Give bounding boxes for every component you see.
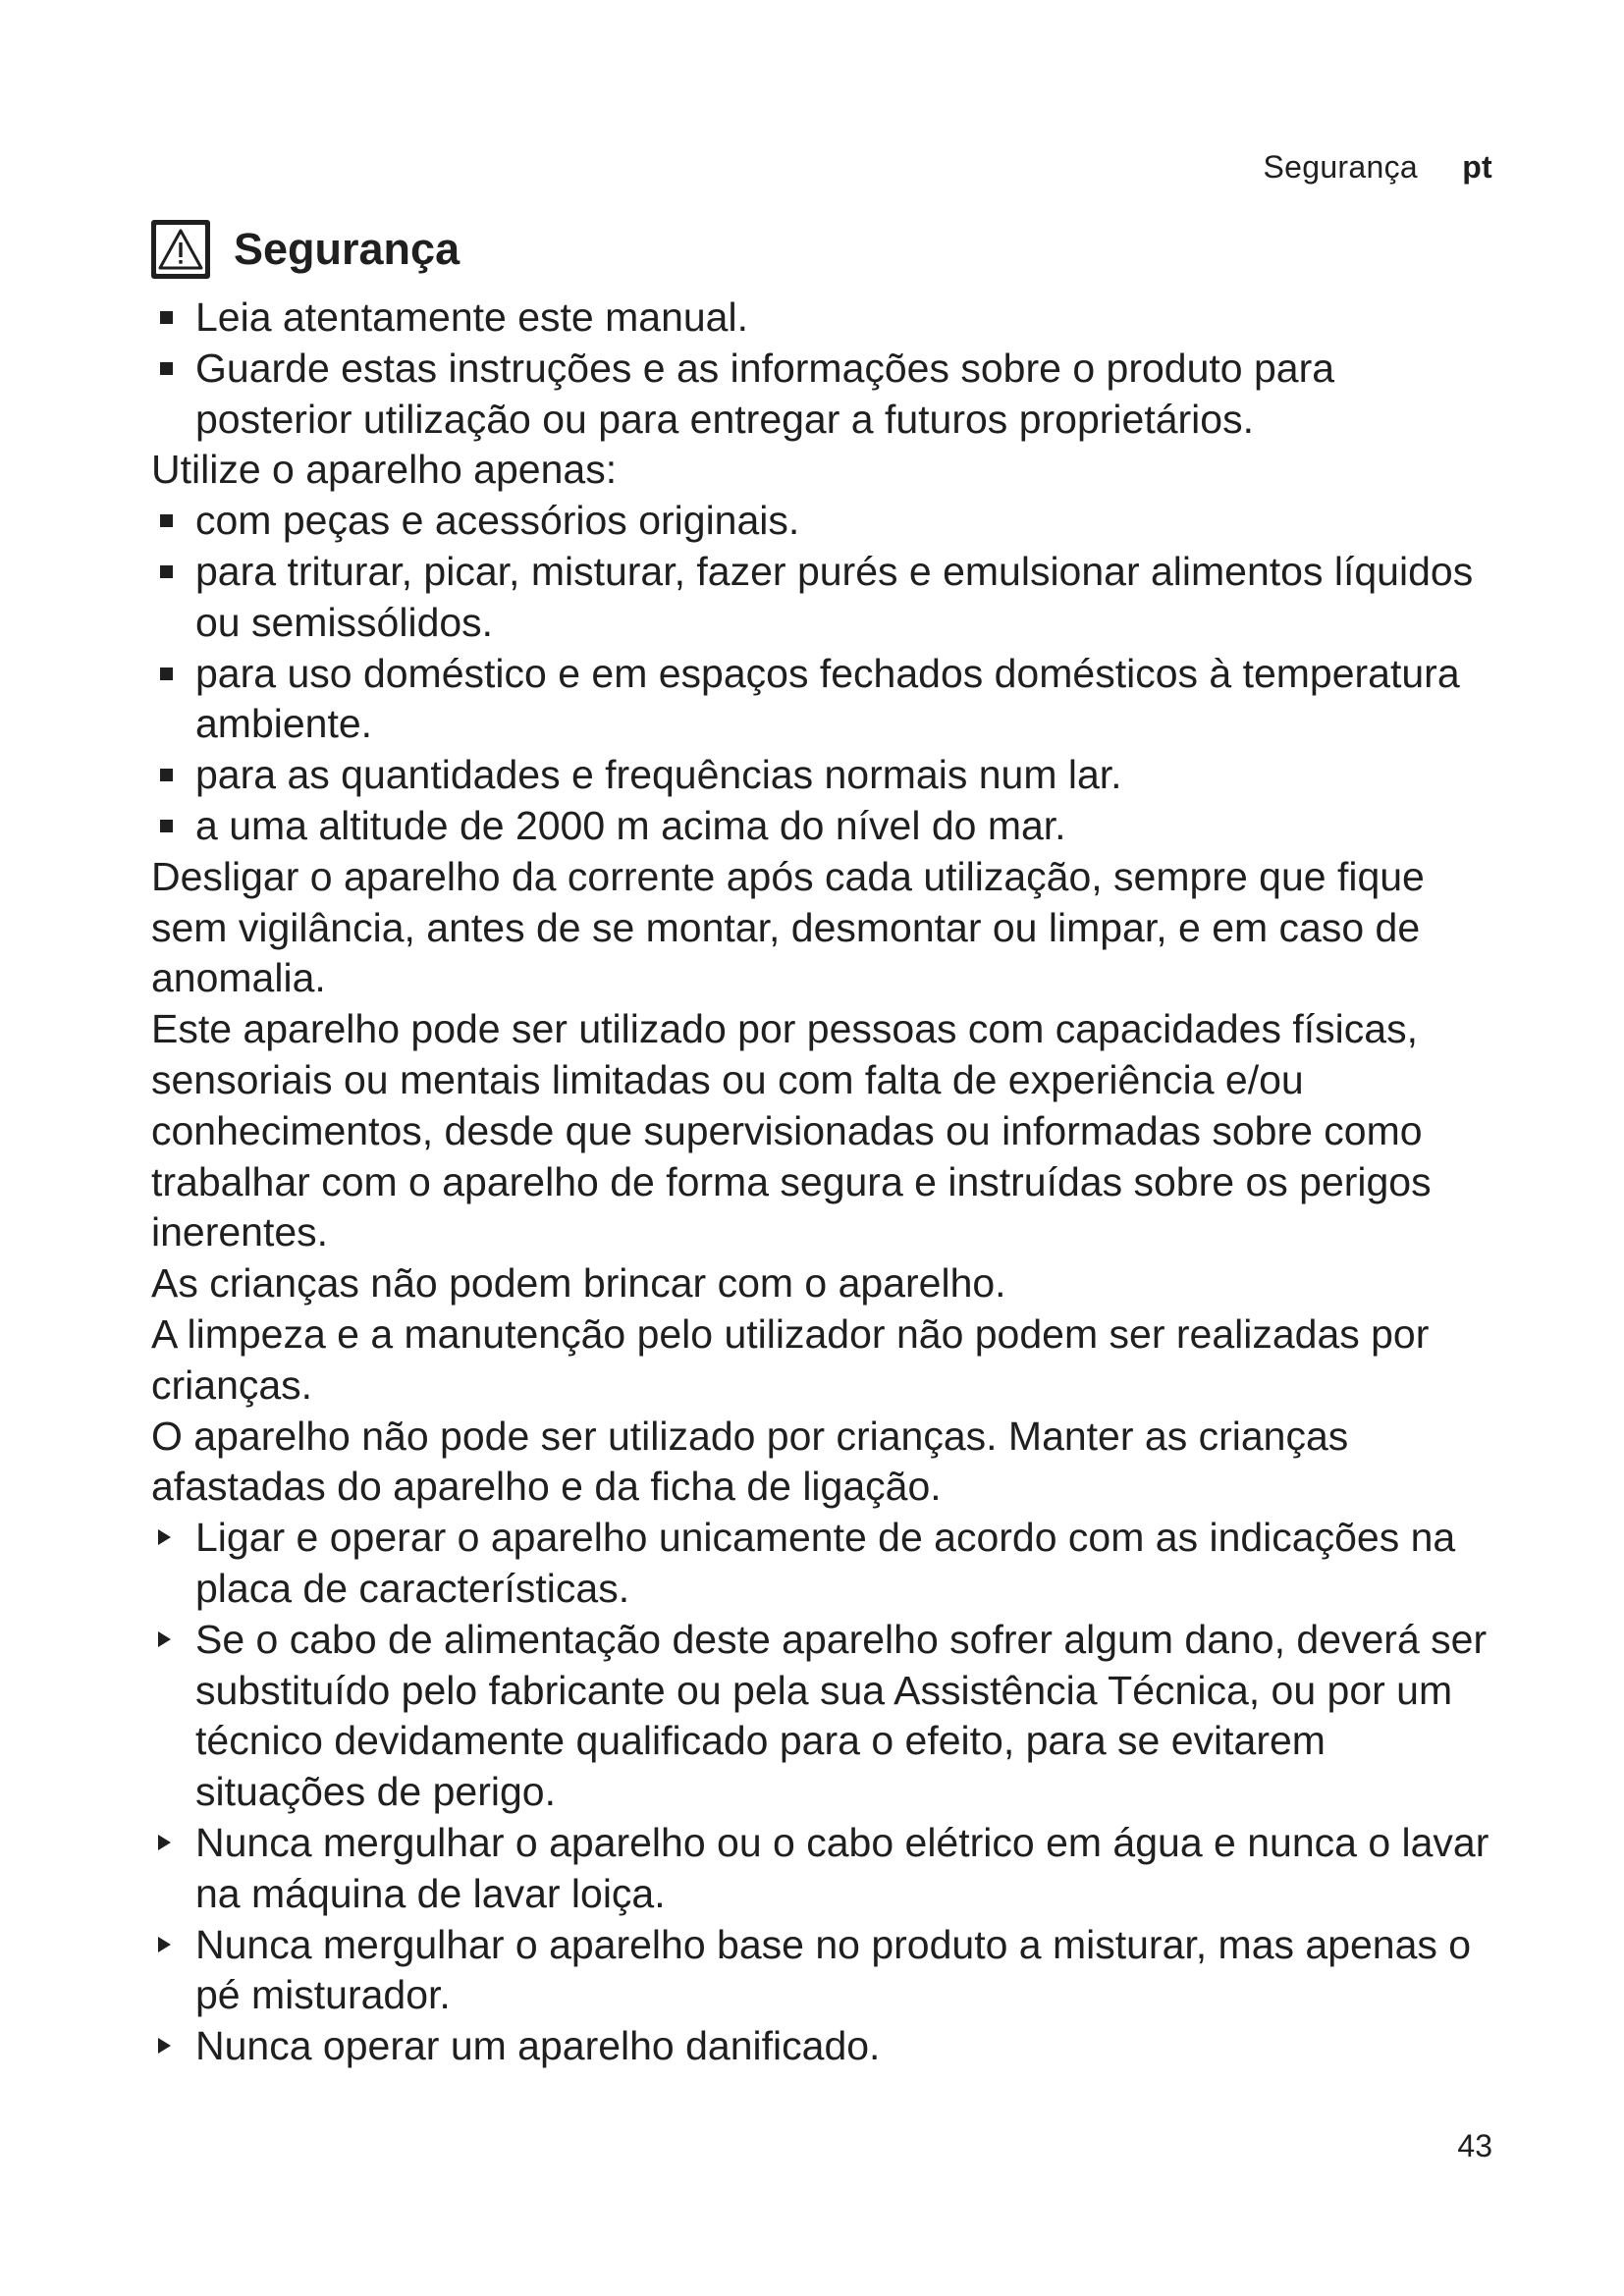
header-language-code: pt [1462, 149, 1492, 185]
instruction-item: Ligar e operar o aparelho unicamente de acordo com as indicações na placa de características. [151, 1513, 1501, 1615]
use-intro-text: Utilize o aparelho apenas: [151, 447, 618, 493]
list-item: a uma altitude de 2000 m acima do nível do mar. [151, 801, 1501, 852]
list-item: para as quantidades e frequências normais num lar. [151, 750, 1501, 801]
paragraph-cleaning: A limpeza e a manutenção pelo utilizador não podem ser realizadas por crianças. [151, 1310, 1430, 1408]
instruction-item: Nunca mergulhar o aparelho ou o cabo elétrico em água e nunca o lavar na máquina de lavar loiça. [151, 1818, 1501, 1920]
paragraph-capabilities: Este aparelho pode ser utilizado por pessoas com capacidades físicas, sensoriais ou mentais limitadas ou com falta de experiência e/ou conhecimentos, desde que supervisionadas ou informadas sobre como trabalhar com o aparelho de forma segura e instruídas sobre os perigos inerentes. [151, 1006, 1432, 1255]
list-item: Guarde estas instruções e as informações sobre o produto para posterior utilização ou para entregar a futuros proprietários. [151, 344, 1501, 446]
warning-triangle-icon [151, 220, 210, 279]
list-item: para triturar, picar, misturar, fazer purés e emulsionar alimentos líquidos ou semissólidos. [151, 547, 1501, 649]
instruction-item: Se o cabo de alimentação deste aparelho sofrer algum dano, deverá ser substituído pelo fabricante ou pela sua Assistência Técnica, ou por um técnico devidamente qualificado para o efeito, para se evitarem situações de perigo. [151, 1615, 1501, 1818]
page-content [151, 218, 1501, 2072]
list-item: para uso doméstico e em espaços fechados domésticos à temperatura ambiente. [151, 649, 1501, 751]
running-header [1264, 149, 1493, 186]
page-title: Segurança [234, 224, 460, 275]
intro-bullet-list [151, 293, 1501, 445]
list-item: com peças e acessórios originais. [151, 496, 1501, 547]
section-heading [151, 218, 1501, 281]
instruction-list [151, 1513, 1501, 2072]
page-number: 43 [1457, 2128, 1492, 2163]
instruction-item: Nunca operar um aparelho danificado. [151, 2021, 1501, 2072]
paragraph-disconnect: Desligar o aparelho da corrente após cada utilização, sempre que fique sem vigilância, antes de se montar, desmontar ou limpar, e em caso de anomalia. [151, 853, 1425, 1001]
paragraph-children-play: As crianças não podem brincar com o aparelho. [151, 1260, 1006, 1307]
use-bullet-list [151, 496, 1501, 852]
paragraph-children-use: O aparelho não pode ser utilizado por crianças. Manter as crianças afastadas do aparelho e da ficha de ligação. [151, 1413, 1349, 1510]
instruction-item: Nunca mergulhar o aparelho base no produto a misturar, mas apenas o pé misturador. [151, 1920, 1501, 2022]
list-item: Leia atentamente este manual. [151, 293, 1501, 344]
header-section-title: Segurança [1263, 149, 1418, 185]
